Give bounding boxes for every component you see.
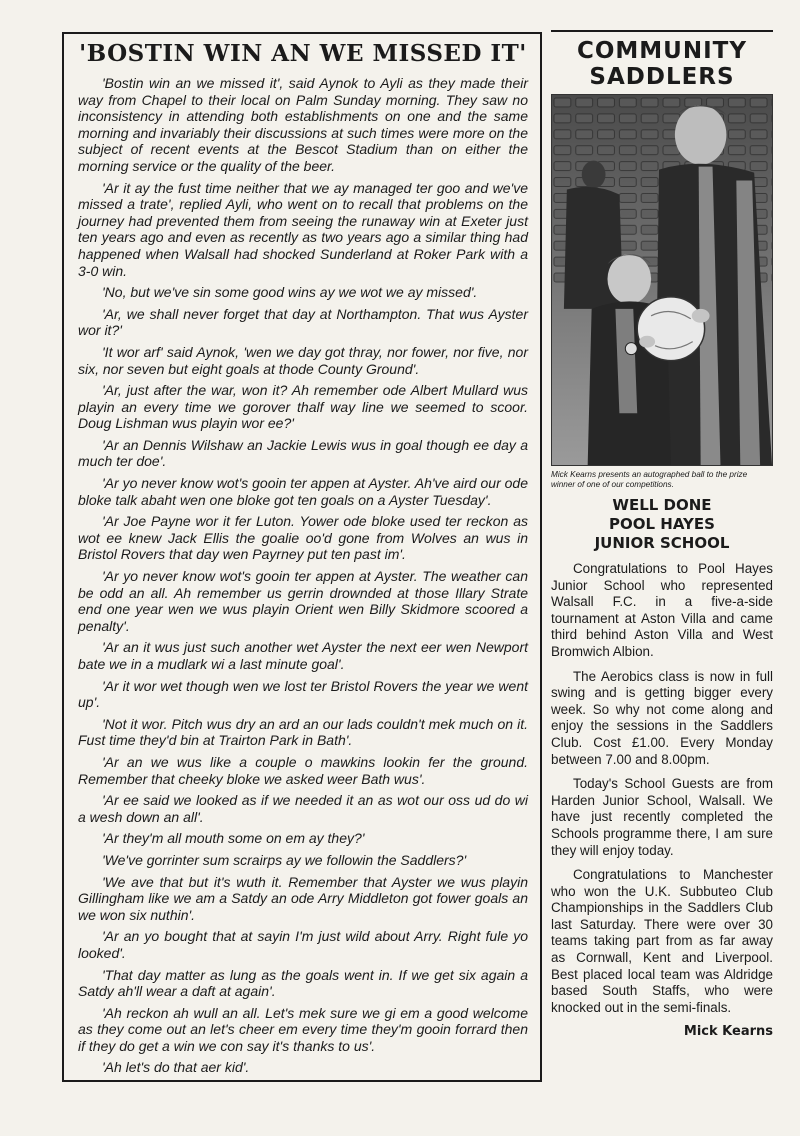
article-paragraph: 'Ar it wor wet though wen we lost ter Bristol Rovers the year we went up'. [78, 677, 528, 711]
article-paragraph: 'We've gorrinter sum scrairps ay we followin the Saddlers?' [102, 851, 467, 868]
article-paragraph: 'Ar Joe Payne wor it fer Luton. Yower ode bloke used ter reckon as wot ee knew Jack Ellis the goalie oo'd gone from Wolves an wus in Bristol Rovers that day wen Payrney put ten past im'. [78, 513, 528, 563]
article-paragraph: 'It wor arf' said Aynok, 'wen we day got thray, nor fower, nor five, nor six, nor seven but eight goals at thode County Ground'. [78, 343, 528, 377]
article-paragraph: 'Ar an Dennis Wilshaw an Jackie Lewis wus in goal though ee day a much ter doe'. [78, 436, 528, 470]
community-heading-line: SADDLERS [589, 64, 735, 90]
article-paragraph: 'We ave that but it's wuth it. Remember that Ayster we wus playin Gillingham like we am a Satdy an ode Arry Middleton got fower goals an we won six nuthin'. [78, 873, 528, 923]
subheading-line: WELL DONE [612, 496, 712, 514]
article-paragraph: 'Ar, we shall never forget that day at Northampton. That wus Ayster wor it?' [78, 305, 528, 339]
subheading-line: JUNIOR SCHOOL [594, 534, 730, 552]
community-heading [551, 38, 773, 90]
community-paragraph: Today's School Guests are from Harden Junior School, Walsall. We have just recently completed the Schools programme there, I am sure they will enjoy today. [551, 776, 773, 858]
subheading [551, 496, 773, 553]
community-heading-line: COMMUNITY [576, 38, 748, 64]
article-paragraph: 'Ah let's do that aer kid'. [102, 1059, 250, 1076]
article-paragraph: 'Ar ee said we looked as if we needed it an as wot our oss ud do wi a wesh down an all'. [78, 792, 528, 825]
article-paragraph: 'Ah reckon ah wull an all. Let's mek sure we gi em a good welcome as they come out an let's cheer em every time they'm gooin forrard then if they do get a win we con say it's thanks to us'. [78, 1004, 528, 1054]
author-signature: Mick Kearns [683, 1024, 773, 1040]
community-paragraph: Congratulations to Pool Hayes Junior School who represented Walsall F.C. in a five-a-side tournament at Aston Villa and came third behind Aston Villa and West Bromwich Albion. [551, 561, 773, 659]
article-paragraph: 'Ar an it wus just such another wet Ayster the next eer wen Newport bate we in a mudlark wi a last minute goal'. [78, 639, 528, 672]
article-paragraph: 'Ar yo never know wot's gooin ter appen at Ayster. The weather can be odd an all. Ah remember us gerrin drownded at those Illary Strate end one year wen we wus playin Orient wen Billy Skidmore scoored a penalty'. [78, 568, 528, 634]
article-paragraph: 'No, but we've sin some good wins ay we wot we ay missed'. [102, 284, 478, 301]
article-paragraph: 'That day matter as lung as the goals went in. If we get six again a Satdy ah'll wear a daft at again'. [78, 966, 528, 1000]
subheading-line: POOL HAYES [609, 515, 715, 533]
community-column [551, 30, 773, 1100]
article-box [62, 32, 542, 1082]
article-paragraph: 'Ar, just after the war, won it? Ah remember ode Albert Mullard wus playin an every time we gorover thalf way line we seemed to scoor. Doug Lishman wus playin wor ee?' [78, 382, 528, 432]
article-paragraph: 'Ar they'm all mouth some on em ay they?' [102, 830, 365, 847]
community-paragraph: The Aerobics class is now in full swing and is getting bigger every week. So why not come along and enjoy the sessions in the Saddlers Club. Cost £1.00. Every Monday between 7.00 and 8.00pm. [551, 668, 773, 767]
article-paragraph: 'Ar an yo bought that at sayin I'm just wild about Arry. Right fule yo looked'. [78, 928, 528, 961]
article-title: 'BOSTIN WIN AN WE MISSED IT' [79, 40, 527, 67]
photo-caption: Mick Kearns presents an autographed ball to the prize winner of one of our competitions. [551, 470, 748, 489]
presentation-photo [551, 94, 773, 466]
article-paragraph: 'Ar it ay the fust time neither that we ay managed ter goo and we've missed a trate', replied Ayli, who went on to recall that problems on the journey had prevented them from seeing the runaway win at Exeter just ten years ago and even as recently as two years ago a similar thing had happened when Walsall had shocked Sunderland at Roker Park with a 3-0 win. [78, 179, 528, 279]
community-paragraph: Congratulations to Manchester who won the U.K. Subbuteo Club Championships in the Saddlers Club last Saturday. There were over 30 teams taking part from as far away as Cornwall, Kent and Liverpool. Best placed local team was Aldridge based South Staffs, who were knocked out in the semi-finals. [551, 867, 773, 1015]
article-paragraph: 'Ar an we wus like a couple o mawkins lookin fer the ground. Remember that cheeky bloke we asked weer Bath wus'. [78, 753, 528, 787]
community-body [551, 561, 773, 1016]
article-body [78, 75, 528, 1076]
divider [551, 30, 773, 32]
article-paragraph: 'Ar yo never know wot's gooin ter appen at Ayster. Ah've aird our ode bloke talk abaht wen one bloke got ten goals on a Ayster Tuesday'. [78, 475, 528, 508]
article-paragraph: 'Bostin win an we missed it', said Aynok to Ayli as they made their way from Chapel to their local on Palm Sunday morning. They saw no inconsistency in attending both establishments on one and the same morning and invariably their discussions at such times were more on the subject of recent events at the Bescot Stadium than on either the morning service or the quality of the beer. [78, 75, 528, 174]
article-paragraph: 'Not it wor. Pitch wus dry an ard an our lads couldn't mek much on it. Fust time they'd bin at Trairton Park in Bath'. [78, 715, 528, 749]
